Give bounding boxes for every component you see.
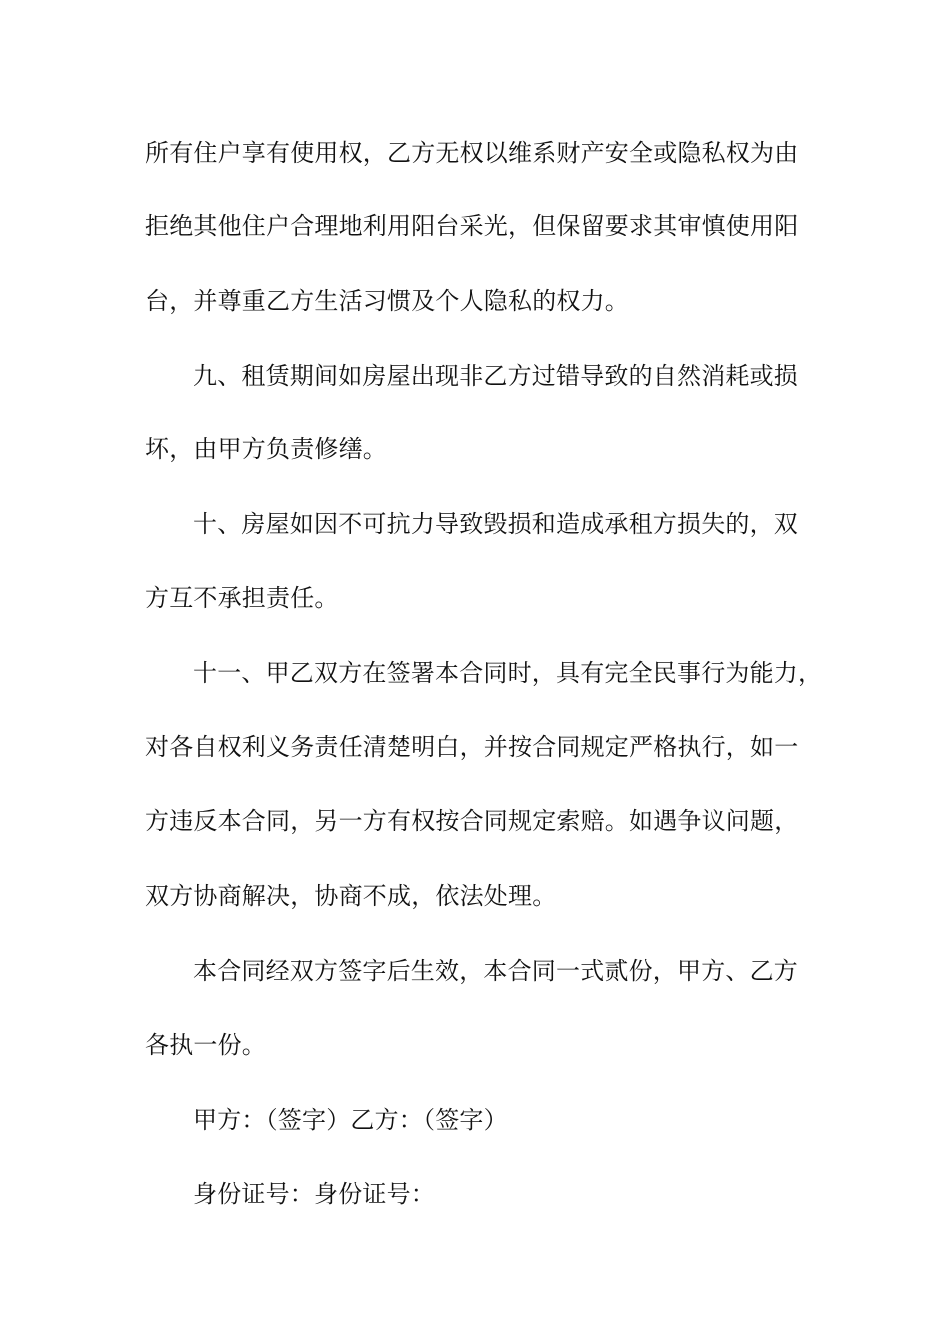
paragraph-line: 各执一份。 <box>145 1031 266 1059</box>
paragraph-line: 所有住户享有使用权，乙方无权以维系财产安全或隐私权为由 <box>145 139 799 167</box>
signature-line: 甲方：（签字）乙方：（签字） <box>193 1106 508 1134</box>
clause-eleven-line: 十一、甲乙双方在签署本合同时，具有完全民事行为能力， <box>193 659 823 687</box>
paragraph-line: 方违反本合同，另一方有权按合同规定索赔。如遇争议问题， <box>145 807 799 835</box>
clause-ten-line: 十、房屋如因不可抗力导致毁损和造成承租方损失的，双 <box>193 510 798 538</box>
paragraph-line: 坏，由甲方负责修缮。 <box>145 435 387 463</box>
paragraph-line: 双方协商解决，协商不成，依法处理。 <box>145 882 557 910</box>
paragraph-line: 对各自权利义务责任清楚明白，并按合同规定严格执行，如一 <box>145 733 799 761</box>
paragraph-line: 拒绝其他住户合理地利用阳台采光，但保留要求其审慎使用阳 <box>145 212 799 240</box>
id-number-line: 身份证号：身份证号： <box>193 1180 435 1208</box>
clause-nine-line: 九、租赁期间如房屋出现非乙方过错导致的自然消耗或损 <box>193 362 798 390</box>
paragraph-line: 台，并尊重乙方生活习惯及个人隐私的权力。 <box>145 287 629 315</box>
paragraph-line: 方互不承担责任。 <box>145 584 339 612</box>
effectiveness-line: 本合同经双方签字后生效，本合同一式贰份，甲方、乙方 <box>193 957 798 985</box>
